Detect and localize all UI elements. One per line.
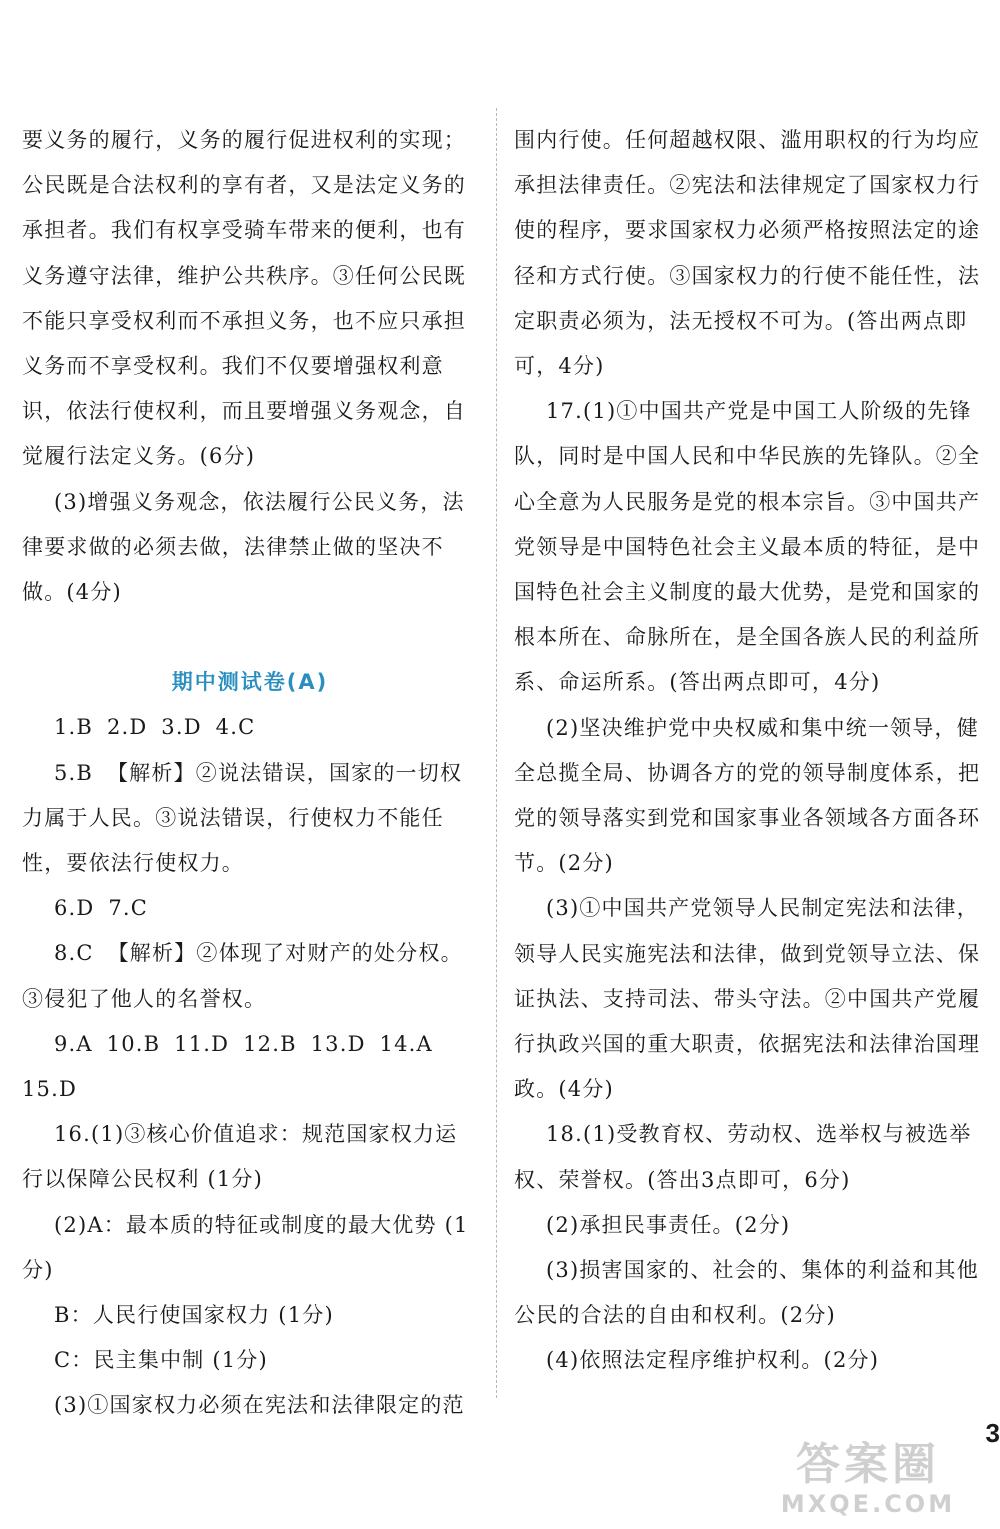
answer-line: 6.D 7.C	[54, 896, 149, 921]
answer-paragraph: (2)坚决维护党中央权威和集中统一领导，健全总揽全局、协调各方的党的领导制度体系，把党的领导落实到党和国家事业各领域各方面各环节。(2分)	[514, 715, 981, 876]
answer-paragraph: (4)依照法定程序维护权利。(2分)	[546, 1348, 880, 1373]
answer-line: 5.B 【解析】②说法错误，国家的一切权力属于人民。③说法错误，行使权力不能任性，要依法行使权力。	[22, 760, 463, 876]
answer-paragraph: (3)损害国家的、社会的、集体的利益和其他公民的合法的自由和权利。(2分)	[514, 1258, 979, 1328]
watermark-logo	[748, 1440, 988, 1525]
left-column	[22, 118, 478, 1429]
answer-paragraph: (3)增强义务观念，依法履行公民义务，法律要求做的必须去做，法律禁止做的坚决不做。(4分)	[22, 489, 465, 605]
answer-line: 16.(1)③核心价值追求：规范国家权力运行以保障公民权利 (1分)	[22, 1122, 458, 1192]
column-divider	[496, 108, 497, 1398]
section-title: 期中测试卷(A)	[171, 670, 329, 695]
answer-line: (2)A：最本质的特征或制度的最大优势 (1分)	[22, 1212, 469, 1282]
page-number: 3	[985, 1418, 1000, 1448]
answer-paragraph: 要义务的履行，义务的履行促进权利的实现；公民既是合法权利的享有者，又是法定义务的承担者。我们有权享受骑车带来的便利，也有义务遵守法律，维护公共秩序。③任何公民既不能只享受权利而不承担义务，也不应只承担义务而不享受权利。我们不仅要增强权利意识，依法行使权利，而且要增强义务观念，自觉履行法定义务。(6分)	[22, 128, 466, 469]
answer-line: 8.C 【解析】②体现了对财产的处分权。③侵犯了他人的名誉权。	[22, 941, 463, 1011]
answer-line: 1.B 2.D 3.D 4.C	[54, 715, 256, 740]
answer-paragraph: (2)承担民事责任。(2分)	[546, 1212, 791, 1237]
answer-paragraph: 围内行使。任何超越权限、滥用职权的行为均应承担法律责任。②宪法和法律规定了国家权力行使的程序，要求国家权力必须严格按照法定的途径和方式行使。③国家权力的行使不能任性，法定职责必须为，法无授权不可为。(答出两点即可，4分)	[514, 128, 981, 379]
watermark-url: MXQE.COM	[780, 1490, 956, 1518]
answer-line: B：人民行使国家权力 (1分)	[54, 1303, 334, 1328]
answer-paragraph: 18.(1)受教育权、劳动权、选举权与被选举权、荣誉权。(答出3点即可，6分)	[514, 1122, 972, 1192]
right-column	[514, 118, 984, 1384]
answer-paragraph: 17.(1)①中国共产党是中国工人阶级的先锋队，同时是中国人民和中华民族的先锋队。②全心全意为人民服务是党的根本宗旨。③中国共产党领导是中国特色社会主义最本质的特征，是中国特色社会主义制度的最大优势，是党和国家的根本所在、命脉所在，是全国各族人民的利益所系、命运所系。(答出两点即可，4分)	[514, 399, 981, 695]
answer-line: 9.A 10.B 11.D 12.B 13.D 14.A	[54, 1031, 433, 1056]
answer-line: C：民主集中制 (1分)	[54, 1348, 268, 1373]
answer-paragraph: (3)①中国共产党领导人民制定宪法和法律，领导人民实施宪法和法律，做到党领导立法、保证执法、支持司法、带头守法。②中国共产党履行执政兴国的重大职责，依据宪法和法律治国理政。(4分)	[514, 896, 981, 1102]
watermark-text: 答案圈	[796, 1439, 940, 1490]
answer-line: 15.D	[22, 1077, 78, 1102]
answer-line: (3)①国家权力必须在宪法和法律限定的范	[54, 1393, 465, 1418]
